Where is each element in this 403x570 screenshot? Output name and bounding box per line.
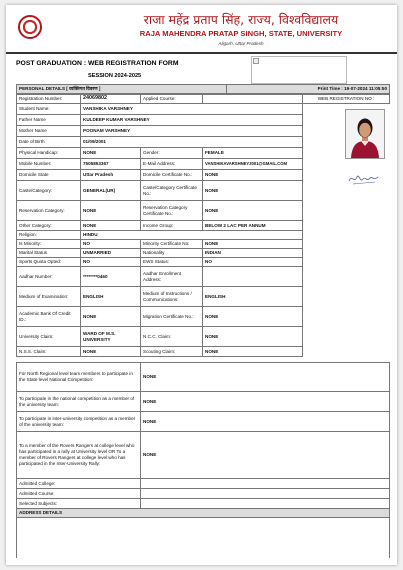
email-label: E-Mail Address: [141,159,203,170]
gender-value: FEMALE [203,148,303,159]
caste-value: GENERAL(UR) [81,181,141,201]
nationality-label: Nationality [141,249,203,258]
mother-name-value: POONAM VARSHNEY [81,126,303,137]
dob-value: 01/09/2001 [81,137,303,148]
marital-label: Marital Status [17,249,81,258]
blank-cell [303,249,390,258]
father-name-label: Father Name [17,115,81,126]
caste-cert-label: Caste/Category Certificate No.: [141,181,203,201]
north-regional-value: NONE [141,363,390,392]
print-time: Print Time : 19-07-2024 11:05:50 [227,85,390,94]
handicap-value: NONE [81,148,141,159]
minority-value: NO [81,240,141,249]
reservation-value: NONE [81,201,141,221]
migration-cert-label: Migration Certificate No.: [141,307,203,327]
medium-instruction-label: Medium of Instructions / Communications: [141,287,203,307]
blank-cell [303,240,390,249]
domicile-value: Uttar Pradesh [81,170,141,181]
minority-cert-value: NONE [203,240,303,249]
reservation-cert-label: Reservation Category Certificate No.: [141,201,203,221]
income-label: Income Group: [141,221,203,231]
domicile-cert-value: NONE [203,170,303,181]
blank-cell [303,287,390,307]
university-location: Aligarh, Uttar Pradesh [218,41,264,46]
applied-course-label: Applied Course: [141,95,203,104]
inter-university-value: NONE [141,412,390,432]
blank-cell [303,231,390,240]
broken-image-placeholder [251,56,347,84]
abc-id-value: NONE [81,307,141,327]
other-category-label: Other Category: [17,221,81,231]
form-title: POST GRADUATION : WEB REGISTRATION FORM [16,60,179,67]
registration-number-value: 24069802 [81,95,141,104]
reservation-label: Reservation Category: [17,201,81,221]
scouting-claim-label: Scouting Claim: [141,347,203,357]
university-name-english: RAJA MAHENDRA PRATAP SINGH, STATE, UNIVERSITY [139,29,343,38]
admitted-course-label: Admitted Course: [17,489,141,499]
email-value: VANSHIKAVARSHNEY2001@GMAIL.COM [203,159,303,170]
university-emblem-icon [18,15,42,39]
medium-exam-label: Medium of Examination: [17,287,81,307]
father-name-value: KULDEEP KUMAR VARSHNEY [81,115,303,126]
aadhar-address-label: Aadhar Enrollment Address: [141,267,203,287]
national-competition-value: NONE [141,392,390,412]
migration-cert-value: NONE [203,307,303,327]
blank-cell [303,267,390,287]
student-photo-icon [345,109,385,159]
religion-value: HINDU [81,231,303,240]
personal-details-table [16,94,390,357]
personal-details-header [16,84,390,94]
address-details-body [17,518,390,558]
handicap-label: Physical Handicap: [17,148,81,159]
other-category-value: NONE [81,221,141,231]
admitted-college-value [141,479,390,489]
nationality-value: INDIAN [203,249,303,258]
admitted-college-label: Admitted College: [17,479,141,489]
aadhar-address-value [203,267,303,287]
gender-label: Gender: [141,148,203,159]
nss-claim-label: N.S.S. Claim: [17,347,81,357]
blank-cell [303,201,390,221]
blank-cell [303,327,390,347]
claims-table [16,362,390,558]
university-name-hindi: राजा महेंद्र प्रताप सिंह, राज्य, विश्वविद्यालय [143,12,339,27]
ncc-claim-value: NONE [203,327,303,347]
caste-cert-value: NONE [203,181,303,201]
mother-name-label: Mother Name [17,126,81,137]
registration-number-label: Registration Number: [17,95,81,104]
applied-course-value [203,95,303,104]
header-divider [6,52,397,54]
scouting-claim-value: NONE [203,347,303,357]
aadhar-label: Aadhar Number: [17,267,81,287]
selected-subjects-value [141,499,390,509]
student-name-label: Student Name: [17,104,81,115]
selected-subjects-label: Selected Subjects: [17,499,141,509]
rovers-rangers-value: NONE [141,432,390,479]
ews-label: EWS Status: [141,258,203,267]
address-details-label: ADDRESS DETAILS [17,509,390,518]
medium-instruction-value: ENGLISH [203,287,303,307]
inter-university-label: To participate in inter-university competition as a member of the university team: [17,412,141,432]
ncc-claim-label: N.C.C. Claim: [141,327,203,347]
admitted-course-value [141,489,390,499]
minority-label: Is Minority: [17,240,81,249]
blank-cell [303,258,390,267]
ews-value: NO [203,258,303,267]
university-claim-label: University Claim: [17,327,81,347]
nss-claim-value: NONE [81,347,141,357]
caste-label: Caste/Category: [17,181,81,201]
marital-value: UNMARRIED [81,249,141,258]
sports-value: NO [81,258,141,267]
sports-label: Sports Quota Opted: [17,258,81,267]
income-value: BELOW 2 LAC PER ANNUM [203,221,303,231]
broken-image-icon [253,58,259,64]
blank-cell [303,221,390,231]
rovers-rangers-label: To a member of the Rovers Rangers at college level who has participated in a rally at University level OR To a member of Rovers Rangers at college level who has participated in the Inter-University Rally: [17,432,141,479]
university-claim-value: WARD OF M.S. UNIVERSITY [81,327,141,347]
domicile-label: Domicile State [17,170,81,181]
domicile-cert-label: Domicile Certificate No.: [141,170,203,181]
religion-label: Religion: [17,231,81,240]
medium-exam-value: ENGLISH [81,287,141,307]
session-label: SESSION 2024-2025 [88,73,142,79]
mobile-label: Mobile Number: [17,159,81,170]
registration-form-page [6,5,397,565]
student-name-value: VANSHIKA VARSHNEY [81,104,303,115]
minority-cert-label: Minority Certificate No: [141,240,203,249]
signature-icon [345,168,383,190]
mobile-value: 7505853367 [81,159,141,170]
web-registration-label: WEB REGISTRATION NO : [303,95,390,104]
personal-details-label: PERSONAL DETAILS [ व्यक्तिगत विवरण ] [17,85,227,94]
student-photo-art [346,110,384,158]
reservation-cert-value: NONE [203,201,303,221]
national-competition-label: To participate in the national competition as a member of the university team: [17,392,141,412]
university-header [6,5,397,51]
blank-cell [303,347,390,357]
aadhar-value: ********0460 [81,267,141,287]
signature-art [345,168,383,190]
dob-label: Date of Birth [17,137,81,148]
abc-id-label: Academic Bank Of Credit ID.: [17,307,81,327]
north-regional-label: For North Regional level team members to participate in the State level National Competition: [17,363,141,392]
blank-cell [303,307,390,327]
